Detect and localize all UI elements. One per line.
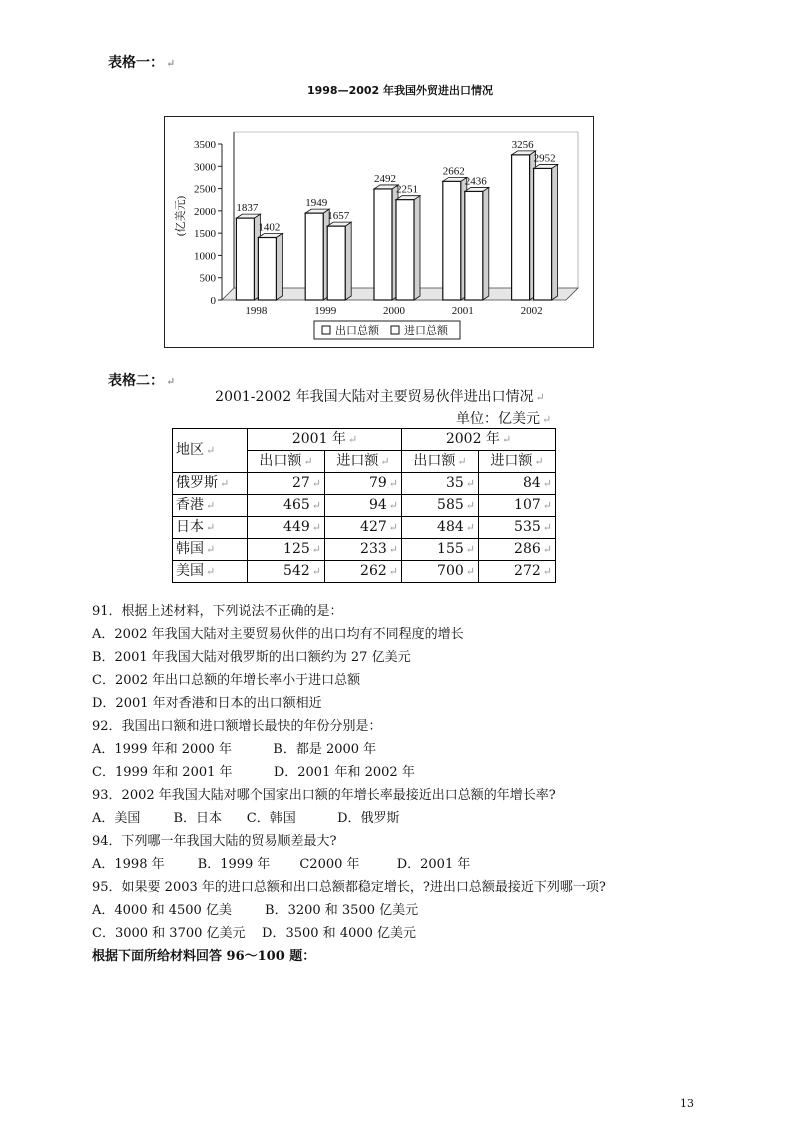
bar-side xyxy=(483,187,489,300)
value-cell: 585 ↵ xyxy=(402,495,479,517)
value-cell: 125 ↵ xyxy=(248,539,325,561)
bar xyxy=(443,181,461,300)
table2-title: 2001-2002 年我国大陆对主要贸易伙伴进出口情况 ↵ xyxy=(215,389,545,405)
question-option: A．1999 年和 2000 年 B．都是 2000 年 xyxy=(92,742,377,757)
question-option: A．1998 年 B．1999 年 C2000 年 D．2001 年 xyxy=(92,857,471,872)
value-cell: 233 ↵ xyxy=(325,539,402,561)
bar-side xyxy=(276,234,282,300)
value-cell: 35 ↵ xyxy=(402,473,479,495)
y-tick-label: 0 xyxy=(210,295,216,307)
region-cell: 俄罗斯 ↵ xyxy=(173,473,248,495)
subheader-cell: 出口额 ↵ xyxy=(402,451,479,473)
bar-side xyxy=(345,222,351,300)
legend-import: 进口总额 xyxy=(404,324,448,337)
y-tick-label: 500 xyxy=(199,272,216,285)
subheader-cell: 出口额 ↵ xyxy=(248,451,325,473)
legend-swatch-import xyxy=(391,326,399,334)
table-row xyxy=(173,539,556,561)
x-tick-label: 2000 xyxy=(383,305,405,317)
y-tick-label: 1500 xyxy=(194,228,216,241)
year-header-2001: 2001 年 ↵ xyxy=(248,429,402,451)
question-92: 92．我国出口额和进口额增长最快的年份分别是： xyxy=(92,719,382,734)
bar xyxy=(512,155,530,300)
chart-legend xyxy=(314,321,460,339)
x-tick-label: 1998 xyxy=(245,305,268,317)
question-option: A．美国 B．日本 C．韩国 D．俄罗斯 xyxy=(92,811,400,826)
value-cell: 700 ↵ xyxy=(402,561,479,583)
bar xyxy=(258,238,276,300)
x-tick-label: 1999 xyxy=(314,305,337,317)
legend-swatch-export xyxy=(322,326,330,334)
bar xyxy=(396,200,414,300)
value-cell: 449 ↵ xyxy=(248,517,325,539)
subheader-cell: 进口额 ↵ xyxy=(479,451,556,473)
value-cell: 542 ↵ xyxy=(248,561,325,583)
data-label: 1837 xyxy=(236,202,259,215)
question-91: 91．根据上述材料，下列说法不正确的是： xyxy=(92,604,343,619)
value-cell: 484 ↵ xyxy=(402,517,479,539)
bar xyxy=(327,226,345,300)
y-tick-label: 2000 xyxy=(194,205,216,218)
data-label: 2251 xyxy=(396,183,418,196)
bar-side xyxy=(552,164,558,300)
y-tick-label: 3000 xyxy=(194,161,216,174)
question-94: 94．下列哪一年我国大陆的贸易顺差最大? xyxy=(92,834,337,849)
chart-title: 1998—2002 年我国外贸进出口情况 xyxy=(306,84,494,97)
y-tick-label: 3500 xyxy=(194,139,216,151)
section-heading: 根据下面所给材料回答 96～100 题： xyxy=(92,949,316,964)
bar xyxy=(465,191,483,300)
bar xyxy=(305,213,323,300)
value-cell: 94 ↵ xyxy=(325,495,402,517)
value-cell: 107 ↵ xyxy=(479,495,556,517)
table1-label: 表格一： ↵ xyxy=(108,55,176,71)
region-cell: 韩国 ↵ xyxy=(173,539,248,561)
question-option: A．2002 年我国大陆对主要贸易伙伴的出口均有不同程度的增长 xyxy=(92,627,464,642)
question-93: 93．2002 年我国大陆对哪个国家出口额的年增长率最接近出口总额的年增长率? xyxy=(92,788,556,803)
value-cell: 84 ↵ xyxy=(479,473,556,495)
trade-bar-chart xyxy=(164,116,594,348)
bar-side xyxy=(414,196,420,300)
value-cell: 535 ↵ xyxy=(479,517,556,539)
bar xyxy=(236,218,254,300)
question-option: C．2002 年出口总额的年增长率小于进口总额 xyxy=(92,673,361,688)
data-label: 3256 xyxy=(511,138,534,151)
value-cell: 27 ↵ xyxy=(248,473,325,495)
value-cell: 427 ↵ xyxy=(325,517,402,539)
region-cell: 日本 ↵ xyxy=(173,517,248,539)
data-label: 1949 xyxy=(305,197,328,210)
subheader-cell: 进口额 ↵ xyxy=(325,451,402,473)
bar xyxy=(374,189,392,300)
value-cell: 155 ↵ xyxy=(402,539,479,561)
table2-unit: 单位：亿美元 ↵ xyxy=(456,411,552,427)
table-row xyxy=(173,517,556,539)
value-cell: 79 ↵ xyxy=(325,473,402,495)
question-option: A．4000 和 4500 亿美 B．3200 和 3500 亿美元 xyxy=(92,903,419,918)
region-cell: 香港 ↵ xyxy=(173,495,248,517)
question-option: D．2001 年对香港和日本的出口额相近 xyxy=(92,696,322,711)
page-number: 13 xyxy=(680,1097,694,1110)
trade-partner-table xyxy=(172,428,556,583)
value-cell: 272 ↵ xyxy=(479,561,556,583)
question-95: 95．如果要 2003 年的进口总额和出口总额都稳定增长，?进出口总额最接近下列哪一项? xyxy=(92,880,606,895)
y-tick-label: 2500 xyxy=(194,183,216,196)
value-cell: 286 ↵ xyxy=(479,539,556,561)
table-row xyxy=(173,473,556,495)
x-tick-label: 2002 xyxy=(520,305,543,317)
question-option: B．2001 年我国大陆对俄罗斯的出口额约为 27 亿美元 xyxy=(92,650,411,665)
question-option: C．3000 和 3700 亿美元 D．3500 和 4000 亿美元 xyxy=(92,926,417,941)
table-row xyxy=(173,495,556,517)
value-cell: 262 ↵ xyxy=(325,561,402,583)
value-cell: 465 ↵ xyxy=(248,495,325,517)
data-label: 2436 xyxy=(464,175,487,188)
year-header-2002: 2002 年 ↵ xyxy=(402,429,556,451)
legend-export: 出口总额 xyxy=(335,324,379,337)
x-tick-label: 2001 xyxy=(451,305,474,317)
table-row xyxy=(173,561,556,583)
table2-label: 表格二： ↵ xyxy=(108,373,176,389)
bar xyxy=(534,168,552,300)
table-header-row xyxy=(173,429,556,451)
question-option: C．1999 年和 2001 年 D．2001 年和 2002 年 xyxy=(92,765,415,780)
data-label: 2952 xyxy=(533,152,556,165)
region-header-cell: 地区 ↵ xyxy=(173,429,248,473)
y-axis-label: (亿美元) xyxy=(175,195,187,237)
y-tick-label: 1000 xyxy=(194,250,216,263)
data-label: 2492 xyxy=(374,172,396,185)
data-label: 1402 xyxy=(258,221,281,234)
region-cell: 美国 ↵ xyxy=(173,561,248,583)
data-label: 2662 xyxy=(442,165,465,178)
data-label: 1657 xyxy=(327,210,350,223)
